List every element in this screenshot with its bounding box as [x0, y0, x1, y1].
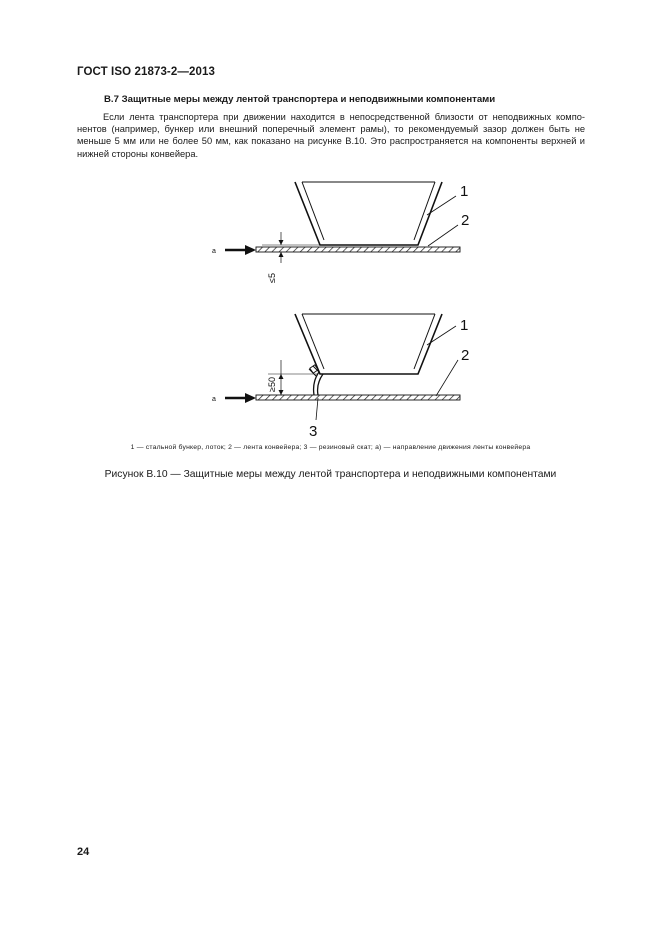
conveyor-belt-top	[256, 247, 460, 252]
arrow-letter-bottom: a	[212, 396, 216, 403]
callout-2-top: 2	[461, 212, 470, 229]
callout-2-bottom: 2	[461, 347, 470, 364]
top-diagram	[212, 182, 469, 283]
conveyor-belt-bottom	[256, 395, 460, 400]
direction-arrow-top	[225, 245, 256, 255]
document-header: ГОСТ ISO 21873-2—2013	[77, 66, 215, 78]
page-number: 24	[77, 846, 90, 858]
direction-arrow-bottom	[225, 393, 256, 403]
dimension-label-bottom: ≥50	[267, 377, 277, 392]
paragraph-line: Если лента транспортера при движении находится в непосредственной близости от неподвижных компо-	[103, 112, 585, 122]
leader-lines-top	[427, 196, 458, 246]
callout-1-bottom: 1	[460, 317, 469, 334]
bottom-diagram	[212, 314, 469, 440]
hopper-1-top	[295, 182, 442, 245]
callout-1-top: 1	[460, 183, 469, 200]
arrow-letter-top: a	[212, 248, 216, 255]
paragraph-line: меньше 5 мм или не более 50 мм, как показано на рисунке B.10. Это распространяется на компоненты верхней и	[77, 136, 585, 147]
leader-lines-bottom	[316, 326, 458, 420]
paragraph-line: нентов (например, бункер или внешний поперечный элемент рамы), то рекомендуемый зазор должен быть не	[77, 124, 585, 135]
figure-b10	[0, 0, 661, 440]
paragraph-line: нижней стороны конвейера.	[77, 148, 199, 159]
dimension-label-top: ≤5	[267, 273, 277, 283]
section-title: B.7 Защитные меры между лентой транспортера и неподвижными компонентами	[104, 94, 496, 105]
rubber-skirt-3	[309, 365, 323, 395]
callout-3-bottom: 3	[309, 423, 318, 440]
figure-caption: Рисунок B.10 — Защитные меры между лентой транспортера и неподвижными компонентами	[104, 469, 557, 480]
figure-legend: 1 — стальной бункер, лоток; 2 — лента конвейера; 3 — резиновый скат; a) — направление движения ленты конвейера	[130, 444, 531, 451]
hopper-1-bottom	[295, 314, 442, 374]
